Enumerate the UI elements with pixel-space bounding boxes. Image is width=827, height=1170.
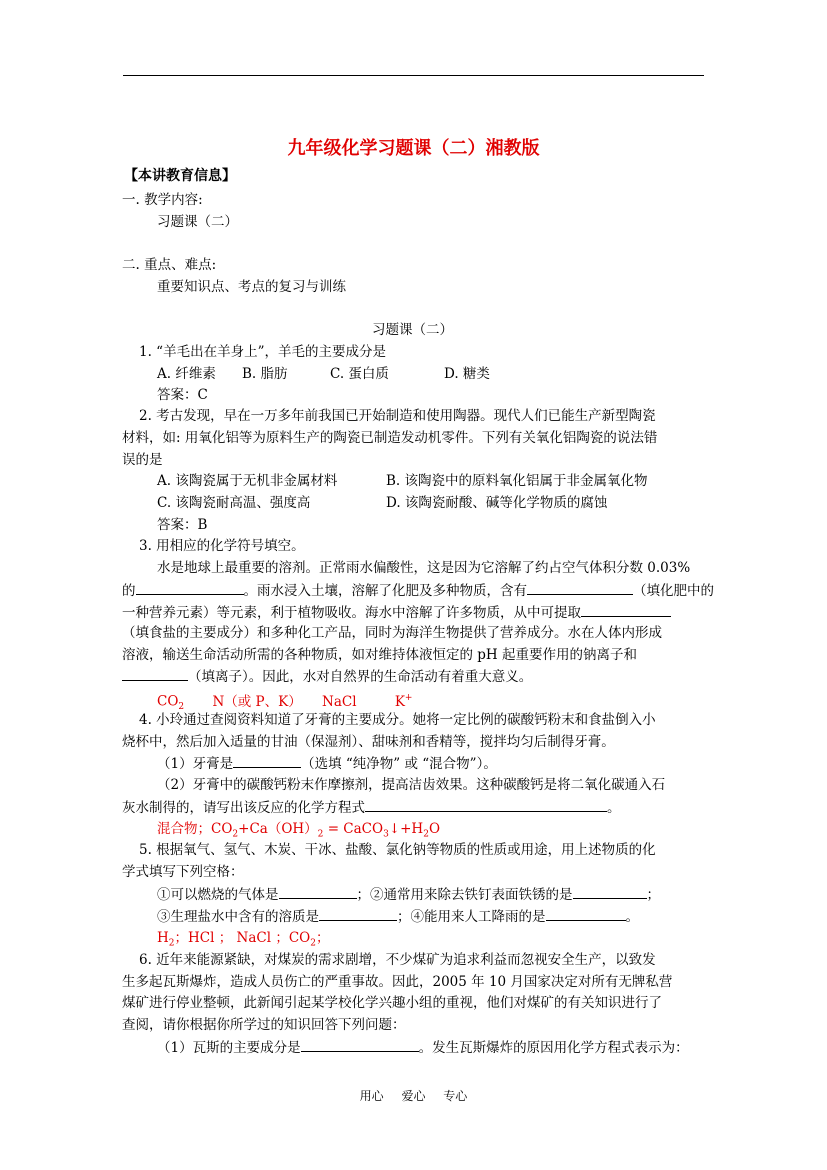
page-footer: 用心 爱心 专心 [359,1089,468,1103]
q1-option-b: B. 脂肪 [242,366,288,382]
q6-line-1: 6. 近年来能源紧缺，对煤炭的需求剧增，不少煤矿为追求利益而忽视安全生产，以致发 [139,952,656,968]
page-title: 九年级化学习题课（二）湘教版 [287,138,540,159]
section-1-content: 习题课（二） [157,214,238,230]
q4-blank-1[interactable] [233,752,301,768]
center-heading: 习题课（二） [372,322,453,338]
q5-row-2 [157,905,639,928]
q6-part-1 [157,1036,689,1059]
q2-line-1: 2. 考古发现，早在一万多年前我国已开始制造和使用陶器。现代人们已能生产新型陶瓷 [139,408,656,424]
q4-answer-a: 混合物；CO [157,821,233,837]
q5-row-2-c: 。 [625,909,639,925]
q4-answer-b: +Ca（OH） [238,821,318,837]
q3-answer-k: K [394,693,405,710]
q1-answer: 答案：C [157,387,208,403]
q2-option-d: D. 该陶瓷耐酸、碱等化学物质的腐蚀 [386,495,608,511]
q5-blank-3[interactable] [319,905,397,921]
q2-option-a: A. 该陶瓷属于无机非金属材料 [157,473,338,489]
section-2-label: 二. 重点、难点: [122,257,217,273]
q6-line-4: 查阅，请你根据你所学过的知识回答下列问题： [122,1017,406,1033]
q3-blank-4[interactable] [122,665,188,681]
q4-line-2: 烧杯中，然后加入适量的甘油（保湿剂）、甜味剂和香精等，搅拌均匀后制得牙膏。 [122,734,615,750]
subscript: 2 [178,702,185,713]
q3-answer-nacl: NaCl [322,693,357,710]
q4-part-2-period: 。 [607,800,621,816]
q3-line-4: （填食盐的主要成分）和多种化工产品，同时为海洋生物提供了营养成分。水在人体内形成 [122,625,662,641]
q5-line-1: 5. 根据氧气、氢气、木炭、干冰、盐酸、氯化钠等物质的性质或用途，用上述物质的化 [139,842,656,858]
q2-line-2: 材料，如: 用氧化铝等为原料生产的陶瓷已制造发动机零件。下列有关氧化铝陶瓷的说法错 [122,430,658,446]
q3-blank-3[interactable] [581,601,671,617]
q1-option-a: A. 纤维素 [157,366,216,382]
subscript: 2 [310,938,316,949]
subscript: 2 [423,829,429,840]
q4-part-1-start: （1）牙膏是 [157,756,234,772]
q2-answer: 答案：B [157,517,208,533]
q4-part-2-text: 灰水制得的，请写出该反应的化学方程式 [122,800,365,816]
q5-blank-1[interactable] [279,883,357,899]
q3-line-3 [122,601,671,624]
q4-part-1-end: （选填 “纯净物” 或 “混合物”）。 [301,756,497,772]
q5-row-2-a: ③生理盐水中含有的溶质是 [157,909,319,925]
q3-line-2-start: 的 [122,583,136,599]
q6-part-1-end: 。发生瓦斯爆炸的原因用化学方程式表示为： [418,1040,689,1056]
q1-option-d: D. 糖类 [444,366,490,382]
superscript: + [404,693,413,703]
q5-row-1-a: ①可以燃烧的气体是 [157,887,279,903]
q2-option-b: B. 该陶瓷中的原料氧化铝属于非金属氧化物 [386,473,648,489]
q5-line-2: 学式填写下列空格： [122,864,244,880]
subscript: 2 [168,938,175,949]
q3-line-5: 溶液，输送生命活动所需的各种物质，如对维持体液恒定的 pH 起重要作用的钠离子和 [122,647,637,663]
q4-answer-e: O [428,821,441,837]
q5-row-2-b: ；④能用来人工降雨的是 [397,909,546,925]
q4-line-1: 4. 小玲通过查阅资料知道了牙膏的主要成分。她将一定比例的碳酸钙粉末和食盐倒入小 [139,712,656,728]
q4-answer-c: = CaCO [323,821,384,837]
q5-answer-h2: H [157,930,169,946]
q5-answer-end: ； [315,930,330,946]
q6-blank-1[interactable] [301,1036,419,1052]
q2-option-c: C. 该陶瓷耐高温、强度高 [157,495,311,511]
section-header: 【本讲教育信息】 [124,168,236,184]
q1-option-c: C. 蛋白质 [330,366,389,382]
q5-blank-2[interactable] [573,883,647,899]
q3-line-2-mid: 。雨水浸入土壤，溶解了化肥及多种物质，含有 [243,583,527,599]
q3-line-6 [122,665,532,688]
q3-answer-n: N（或 P、K） [212,693,302,710]
q1-stem: 1. “羊毛出在羊身上”，羊毛的主要成分是 [139,344,386,360]
q3-blank-1[interactable] [136,579,244,595]
q4-answer-d: ↓+H [388,821,424,837]
section-1-label: 一. 教学内容: [122,192,203,208]
q5-answer-rest: ；HCl ； NaCl ；CO [174,930,311,946]
header-rule [123,75,704,76]
q3-line-2 [122,579,714,602]
q6-line-2: 生多起瓦斯爆炸，造成人员伤亡的严重事故。因此，2005 年 10 月国家决定对所有无牌私营 [122,974,673,990]
q5-row-1-c: ； [646,887,660,903]
section-2-content: 重要知识点、考点的复习与训练 [157,279,346,295]
q4-part-2: （2）牙膏中的碳酸钙粉末作摩擦剂，提高洁齿效果。这种碳酸钙是将二氧化碳通入石 [157,777,666,793]
q6-line-3: 煤矿进行停业整顿，此新闻引起某学校化学兴趣小组的重视，他们对煤矿的有关知识进行了 [122,995,662,1011]
subscript: 3 [383,829,389,840]
q3-line-3-text: 一种营养元素）等元素，利于植物吸收。海水中溶解了许多物质，从中可提取 [122,605,581,621]
q3-line-2-end: （填化肥中的 [633,583,714,599]
subscript: 2 [232,829,239,840]
q4-part-1 [157,752,497,775]
q3-answer-co2: CO [157,693,179,710]
q5-row-1 [157,883,660,906]
q5-blank-4[interactable] [546,905,626,921]
q2-line-3: 误的是 [122,452,163,468]
q3-blank-2[interactable] [527,579,633,595]
q6-part-1-start: （1）瓦斯的主要成分是 [157,1040,301,1056]
subscript: 2 [317,829,324,840]
q5-row-1-b: ；②通常用来除去铁钉表面铁锈的是 [356,887,573,903]
q3-stem: 3. 用相应的化学符号填空。 [139,538,305,554]
q4-blank-2[interactable] [365,796,607,812]
q3-line-6-text: （填离子）。因此，水对自然界的生命活动有着重大意义。 [188,669,533,685]
q3-line-1: 水是地球上最重要的溶剂。正常雨水偏酸性，这是因为它溶解了约占空气体积分数 0.03% [157,560,691,576]
q4-part-2-line-2 [122,796,621,819]
